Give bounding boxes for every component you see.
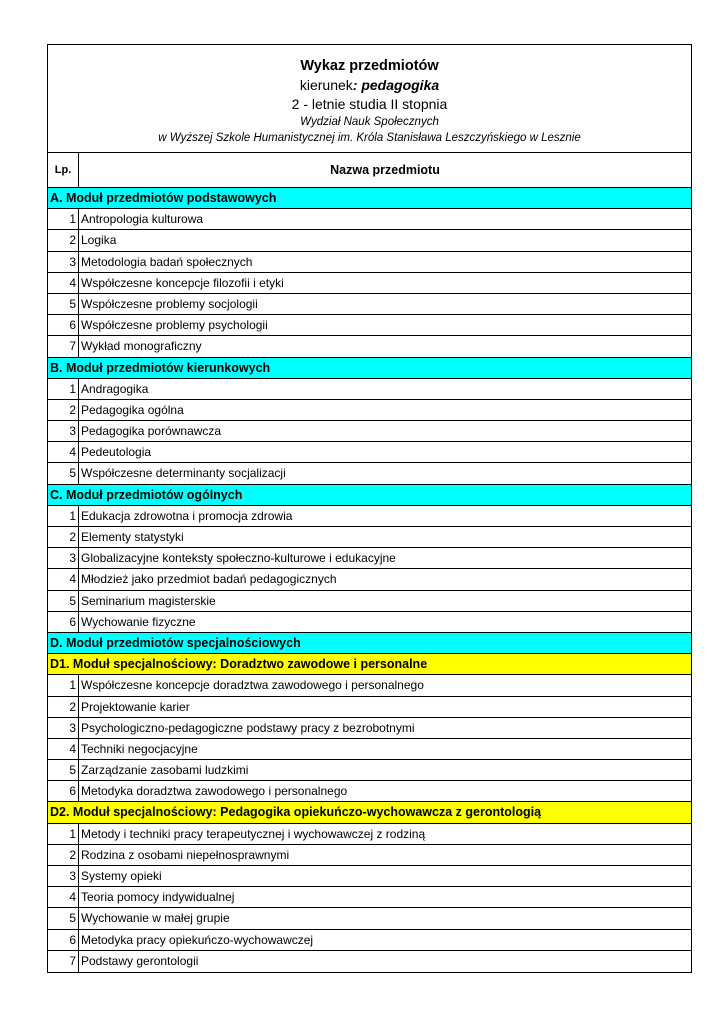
row-number: 3 [48,421,79,441]
table-row [48,548,691,569]
table-row [48,887,691,908]
table-row [48,612,691,633]
row-number: 7 [48,336,79,356]
subject-name: Wychowanie fizyczne [81,614,196,629]
row-number: 6 [48,612,79,632]
row-number: 3 [48,548,79,568]
table-body [48,188,691,972]
subject-name: Metody i techniki pracy terapeutycznej i wychowawczej z rodziną [81,826,426,841]
row-number: 5 [48,591,79,611]
table-row [48,760,691,781]
table-row [48,273,691,294]
table-row [48,252,691,273]
subject-name: Psychologiczno-pedagogiczne podstawy pracy z bezrobotnymi [81,720,415,735]
subject-name: Współczesne problemy psychologii [81,318,268,333]
table-row [48,569,691,590]
subject-name: Rodzina z osobami niepełnosprawnymi [81,847,290,862]
subject-name: Pedagogika porównawcza [81,424,222,439]
row-number: 2 [48,400,79,420]
subject-name: Pedagogika ogólna [81,402,184,417]
row-number: 3 [48,718,79,738]
document-title: Wykaz przedmiotów [300,58,439,74]
subject-name: Zarządzanie zasobami ludzkimi [81,763,249,778]
table-row [48,506,691,527]
section-header: A. Moduł przedmiotów podstawowych [48,188,691,209]
section-header: B. Moduł przedmiotów kierunkowych [48,358,691,379]
row-number: 1 [48,675,79,695]
subject-name: Współczesne koncepcje filozofii i etyki [81,275,284,290]
row-number: 5 [48,463,79,483]
row-number: 3 [48,866,79,886]
row-number: 2 [48,527,79,547]
table-row [48,400,691,421]
subject-name: Antropologia kulturowa [81,212,204,227]
table-row [48,527,691,548]
section-header: D2. Moduł specjalnościowy: Pedagogika opiekuńczo-wychowawcza z gerontologią [48,802,691,823]
subject-name: Andragogika [81,381,149,396]
table-row [48,675,691,696]
section-header: D. Moduł przedmiotów specjalnościowych [48,633,691,654]
subject-name: Młodzież jako przedmiot badań pedagogicznych [81,572,337,587]
table-row [48,845,691,866]
subject-name: Techniki negocjacyjne [81,741,198,756]
row-number: 6 [48,315,79,335]
row-number: 4 [48,739,79,759]
subject-name: Systemy opieki [81,869,162,883]
row-number: 4 [48,442,79,462]
table-row [48,463,691,484]
table-row [48,442,691,463]
table-row [48,379,691,400]
table-row [48,824,691,845]
subject-name: Metodyka doradztwa zawodowego i personalnego [81,784,348,799]
subject-name: Teoria pomocy indywidualnej [81,890,235,905]
subject-name: Logika [81,233,117,248]
subject-name: Edukacja zdrowotna i promocja zdrowia [81,508,293,523]
faculty-name: Wydział Nauk Społecznych [300,116,439,128]
table-row [48,739,691,760]
subject-name: Metodyka pracy opiekuńczo-wychowawczej [81,932,314,947]
table-row [48,230,691,251]
row-number: 5 [48,760,79,780]
table-row [48,315,691,336]
subject-name: Elementy statystyki [81,530,184,544]
table-row [48,336,691,357]
section-header: C. Moduł przedmiotów ogólnych [48,485,691,506]
row-number: 2 [48,230,79,250]
table-row [48,951,691,972]
subject-name: Podstawy gerontologii [81,953,199,968]
row-number: 2 [48,697,79,717]
table-row [48,294,691,315]
row-number: 1 [48,506,79,526]
subject-name: Współczesne problemy socjologii [81,296,258,311]
row-number: 4 [48,273,79,293]
field-of-study [48,76,691,95]
row-number: 5 [48,294,79,314]
table-row [48,591,691,612]
field-colon: : [352,77,362,93]
subject-name: Pedeutologia [81,445,152,460]
row-number: 1 [48,209,79,229]
row-number: 1 [48,824,79,844]
subject-name: Wykład monograficzny [81,339,202,354]
column-header-row [48,153,691,188]
row-number: 7 [48,951,79,972]
row-number: 4 [48,887,79,907]
subjects-table [47,44,692,973]
study-level: 2 - letnie studia II stopnia [291,96,448,112]
document-header [48,45,691,153]
table-row [48,209,691,230]
row-number: 6 [48,781,79,801]
row-number: 3 [48,252,79,272]
subject-name: Współczesne koncepcje doradztwa zawodowego i personalnego [81,678,424,693]
subject-name: Metodologia badań społecznych [81,254,253,269]
field-name: pedagogika [361,77,440,93]
row-number: 4 [48,569,79,589]
subject-name: Projektowanie karier [81,699,190,714]
row-number: 2 [48,845,79,865]
table-row [48,718,691,739]
university-name: w Wyższej Szkole Humanistycznej im. Króla Stanisława Leszczyńskiego w Lesznie [158,132,581,144]
table-row [48,866,691,887]
row-number: 6 [48,930,79,950]
table-row [48,908,691,929]
subject-name: Seminarium magisterskie [81,593,216,608]
field-prefix: kierunek [299,77,353,93]
table-row [48,697,691,718]
table-row [48,421,691,442]
table-row [48,930,691,951]
row-number: 1 [48,379,79,399]
column-header-lp: Lp. [48,153,79,187]
subject-name: Globalizacyjne konteksty społeczno-kulturowe i edukacyjne [81,551,396,566]
row-number: 5 [48,908,79,928]
column-header-name: Nazwa przedmiotu [330,163,440,177]
table-row [48,781,691,802]
subject-name: Współczesne determinanty socjalizacji [81,466,286,481]
subject-name: Wychowanie w małej grupie [81,911,230,926]
section-header: D1. Moduł specjalnościowy: Doradztwo zawodowe i personalne [48,654,691,675]
